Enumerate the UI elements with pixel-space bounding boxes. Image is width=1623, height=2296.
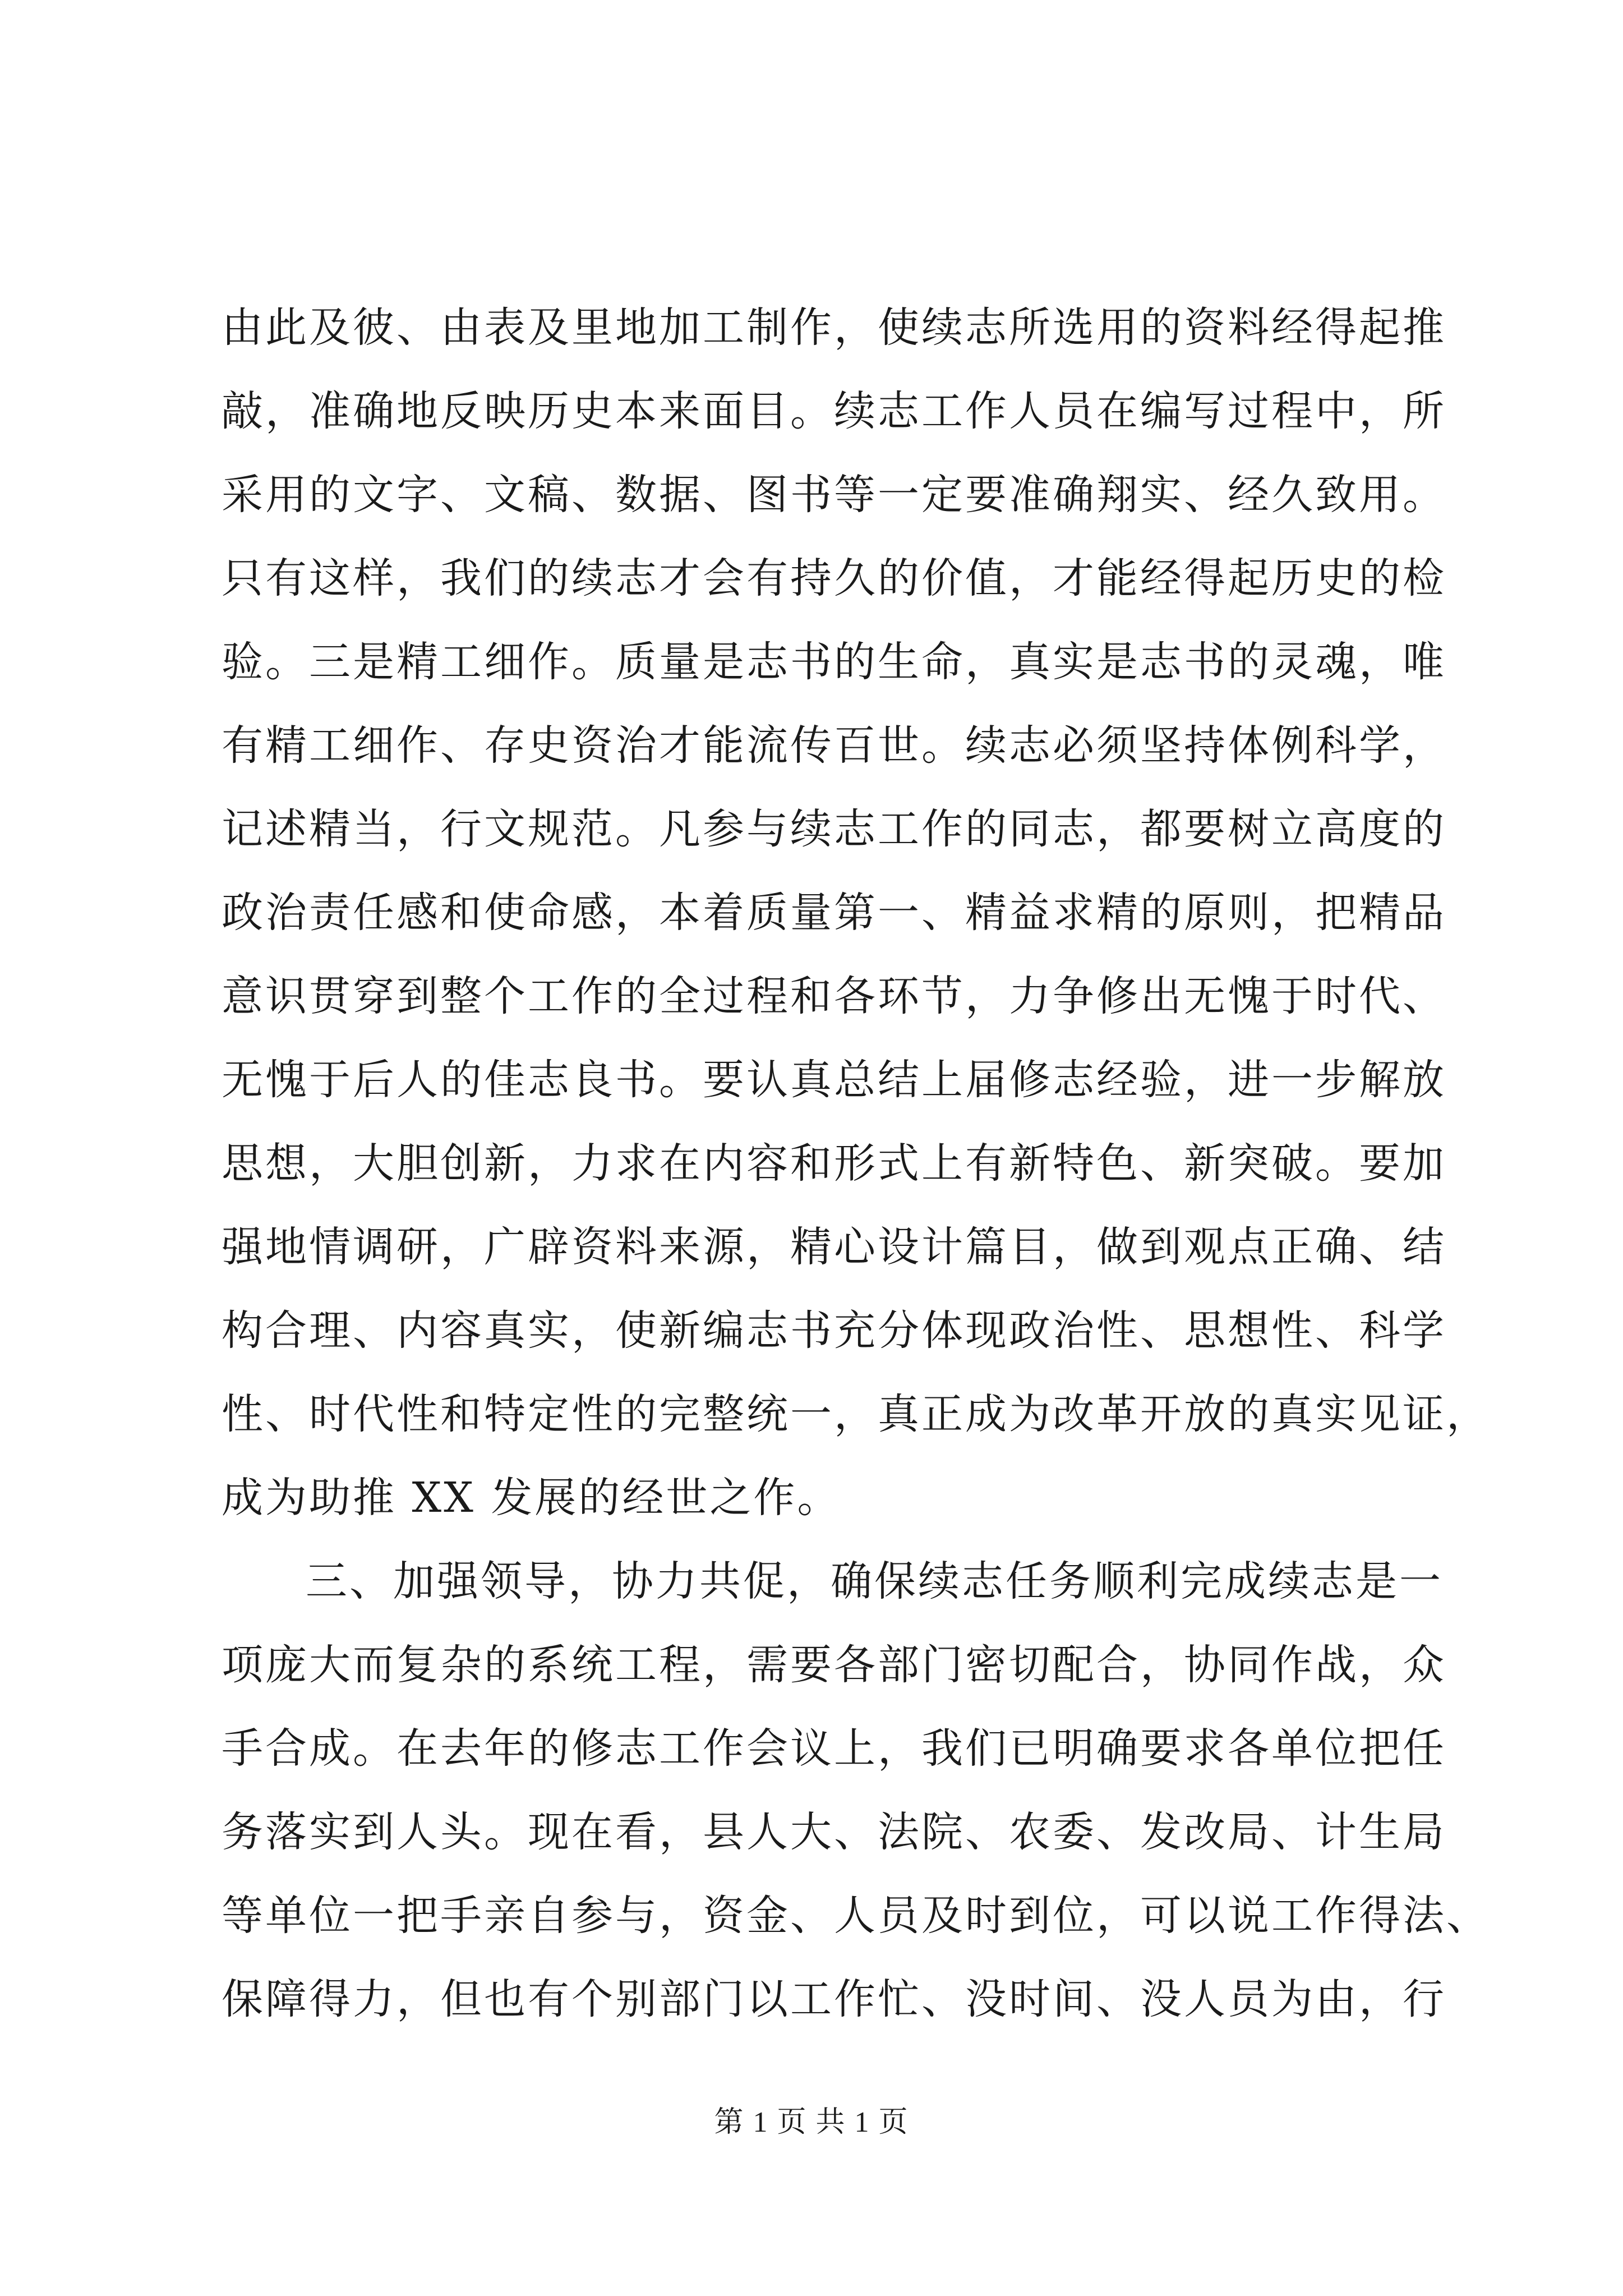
text-line: 思想，大胆创新，力求在内容和形式上有新特色、新突破。要加 [222,1139,1446,1188]
text-line: 验。三是精工细作。质量是志书的生命，真实是志书的灵魂，唯 [222,638,1446,686]
text-line: 务落实到人头。现在看，县人大、法院、农委、发改局、计生局 [222,1808,1446,1856]
text-line: 意识贯穿到整个工作的全过程和各环节，力争修出无愧于时代、 [222,972,1446,1020]
text-line: 采用的文字、文稿、数据、图书等一定要准确翔实、经久致用。 [222,471,1446,519]
text-line: 保障得力，但也有个别部门以工作忙、没时间、没人员为由，行 [222,1975,1446,2023]
text-line: 等单位一把手亲自参与，资金、人员及时到位，可以说工作得法、 [222,1892,1490,1940]
text-line: 项庞大而复杂的系统工程，需要各部门密切配合，协同作战，众 [222,1641,1446,1689]
text-line: 手合成。在去年的修志工作会议上，我们已明确要求各单位把任 [222,1724,1446,1773]
text-line: 性、时代性和特定性的完整统一，真正成为改革开放的真实见证， [222,1390,1490,1438]
body-text [222,286,1490,2041]
text-line: 只有这样，我们的续志才会有持久的价值，才能经得起历史的检 [222,554,1446,602]
text-line: 成为助推 XX 发展的经世之作。 [222,1474,841,1522]
text-line: 有精工细作、存史资治才能流传百世。续志必须坚持体例科学， [222,721,1446,770]
section-heading-line: 三、加强领导，协力共促，确保续志任务顺利完成续志是一 [306,1557,1443,1605]
text-line: 由此及彼、由表及里地加工制作，使续志所选用的资料经得起推 [222,303,1446,352]
page-number-footer: 第 1 页 共 1 页 [714,2106,909,2138]
text-line: 记述精当，行文规范。凡参与续志工作的同志，都要树立高度的 [222,805,1446,853]
text-line: 政治责任感和使命感，本着质量第一、精益求精的原则，把精品 [222,889,1446,937]
text-line: 无愧于后人的佳志良书。要认真总结上届修志经验，进一步解放 [222,1056,1446,1104]
text-line: 敲，准确地反映历史本来面目。续志工作人员在编写过程中，所 [222,387,1446,435]
text-line: 构合理、内容真实，使新编志书充分体现政治性、思想性、科学 [222,1306,1446,1355]
text-line: 强地情调研，广辟资料来源，精心设计篇目，做到观点正确、结 [222,1223,1446,1271]
